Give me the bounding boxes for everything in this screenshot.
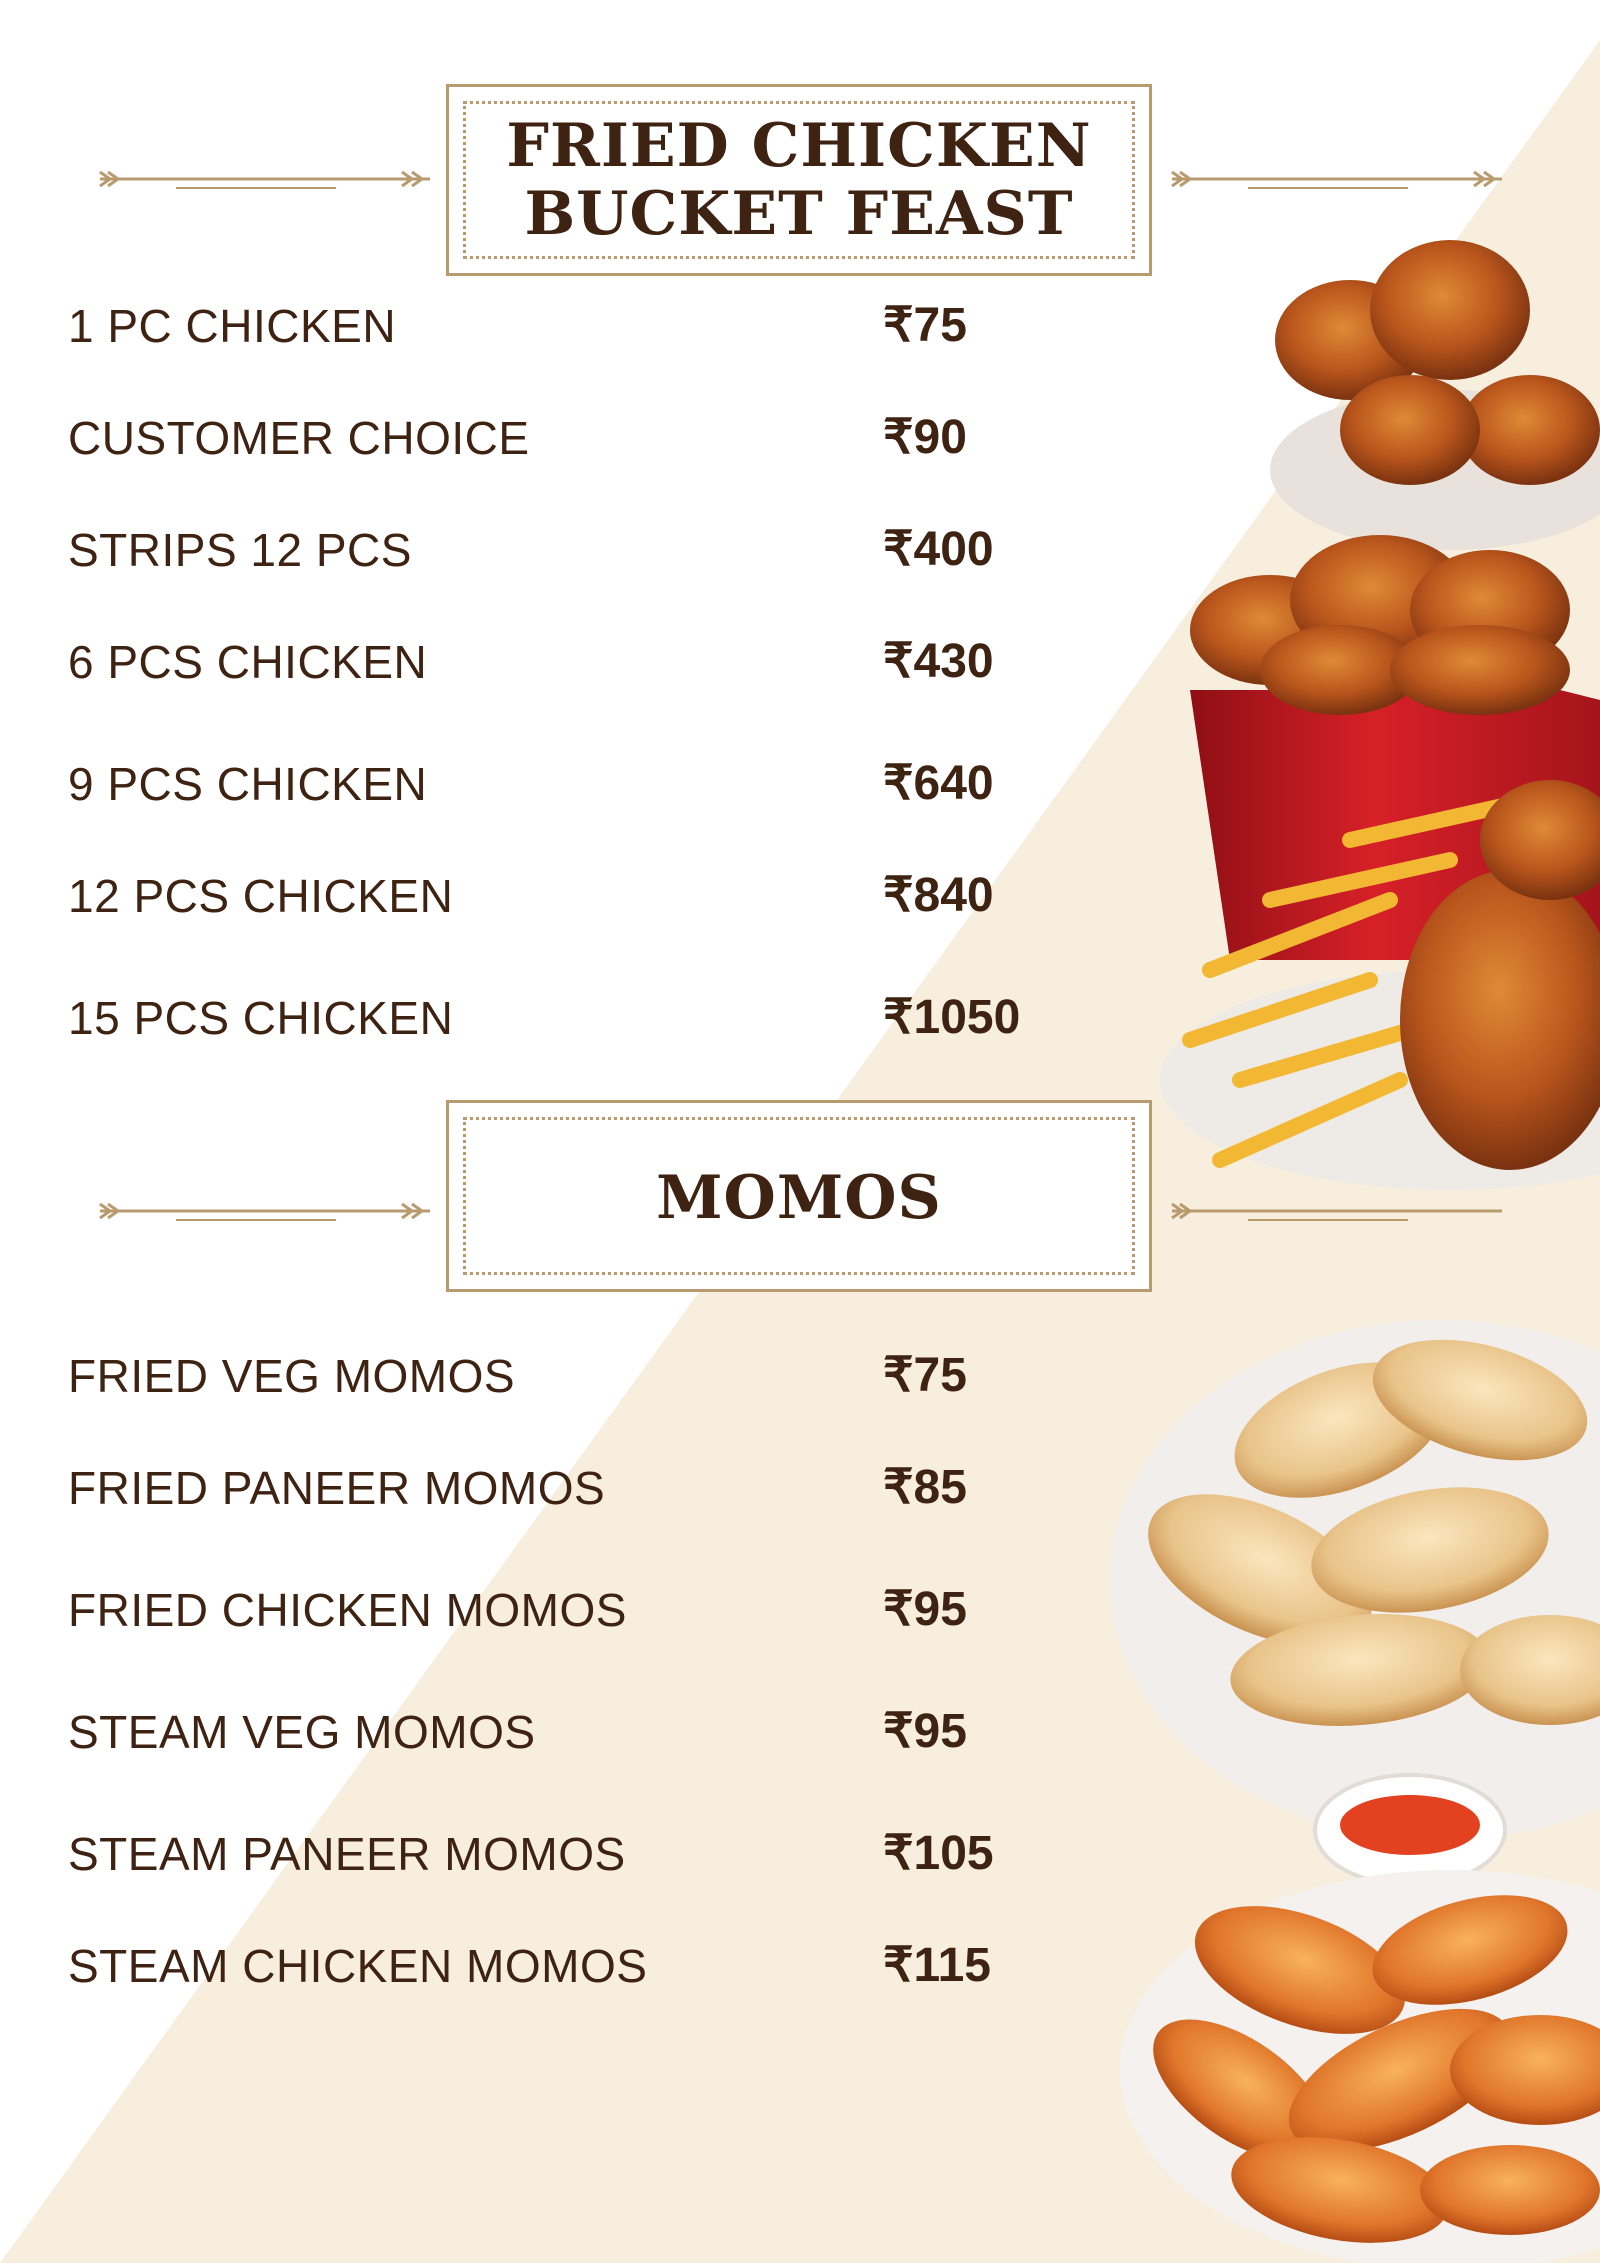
item-name: 9 PCS CHICKEN <box>68 758 428 810</box>
menu-item <box>68 1936 1068 2006</box>
item-name: 1 PC CHICKEN <box>68 300 397 352</box>
item-price: ₹95 <box>883 1583 967 1636</box>
ornament-line-left <box>96 1196 434 1226</box>
item-price: ₹105 <box>883 1827 994 1880</box>
menu-item <box>68 1824 1068 1894</box>
menu-item <box>68 408 1068 478</box>
fried-chicken-bucket-photo <box>1150 200 1600 1200</box>
ornament-line-right <box>1168 1196 1506 1226</box>
item-price: ₹90 <box>883 411 967 464</box>
item-name: FRIED CHICKEN MOMOS <box>68 1584 627 1636</box>
item-price: ₹75 <box>883 299 967 352</box>
menu-item <box>68 296 1068 366</box>
section-title: MOMOS <box>656 1163 942 1233</box>
menu-item <box>68 632 1068 702</box>
item-price: ₹840 <box>883 869 994 922</box>
item-name: FRIED PANEER MOMOS <box>68 1462 606 1514</box>
item-price: ₹430 <box>883 635 994 688</box>
section-title-line2: BUCKET FEAST <box>524 179 1074 249</box>
item-name: STEAM VEG MOMOS <box>68 1706 536 1758</box>
menu-item <box>68 1702 1068 1772</box>
item-price: ₹400 <box>883 523 994 576</box>
title-frame <box>446 84 1152 276</box>
item-price: ₹75 <box>883 1349 967 1402</box>
item-price: ₹115 <box>883 1939 991 1992</box>
menu-item <box>68 520 1068 590</box>
item-name: 15 PCS CHICKEN <box>68 992 454 1044</box>
item-name: STEAM PANEER MOMOS <box>68 1828 626 1880</box>
section-title-line1: FRIED CHICKEN <box>506 111 1092 181</box>
item-name: STEAM CHICKEN MOMOS <box>68 1940 648 1992</box>
menu-item <box>68 1580 1068 1650</box>
momos-plates-photo <box>1110 1270 1600 2263</box>
menu-item <box>68 1458 1068 1528</box>
item-price: ₹85 <box>883 1461 967 1514</box>
item-price: ₹1050 <box>883 991 1021 1044</box>
item-name: STRIPS 12 PCS <box>68 524 412 576</box>
menu-item <box>68 988 1068 1058</box>
ornament-line-right <box>1168 164 1506 194</box>
item-price: ₹95 <box>883 1705 967 1758</box>
menu-item <box>68 1346 1068 1416</box>
item-price: ₹640 <box>883 757 994 810</box>
menu-item <box>68 866 1068 936</box>
item-name: 12 PCS CHICKEN <box>68 870 454 922</box>
item-name: 6 PCS CHICKEN <box>68 636 428 688</box>
item-name: CUSTOMER CHOICE <box>68 412 530 464</box>
item-name: FRIED VEG MOMOS <box>68 1350 516 1402</box>
menu-item <box>68 754 1068 824</box>
ornament-line-left <box>96 164 434 194</box>
title-frame <box>446 1100 1152 1292</box>
